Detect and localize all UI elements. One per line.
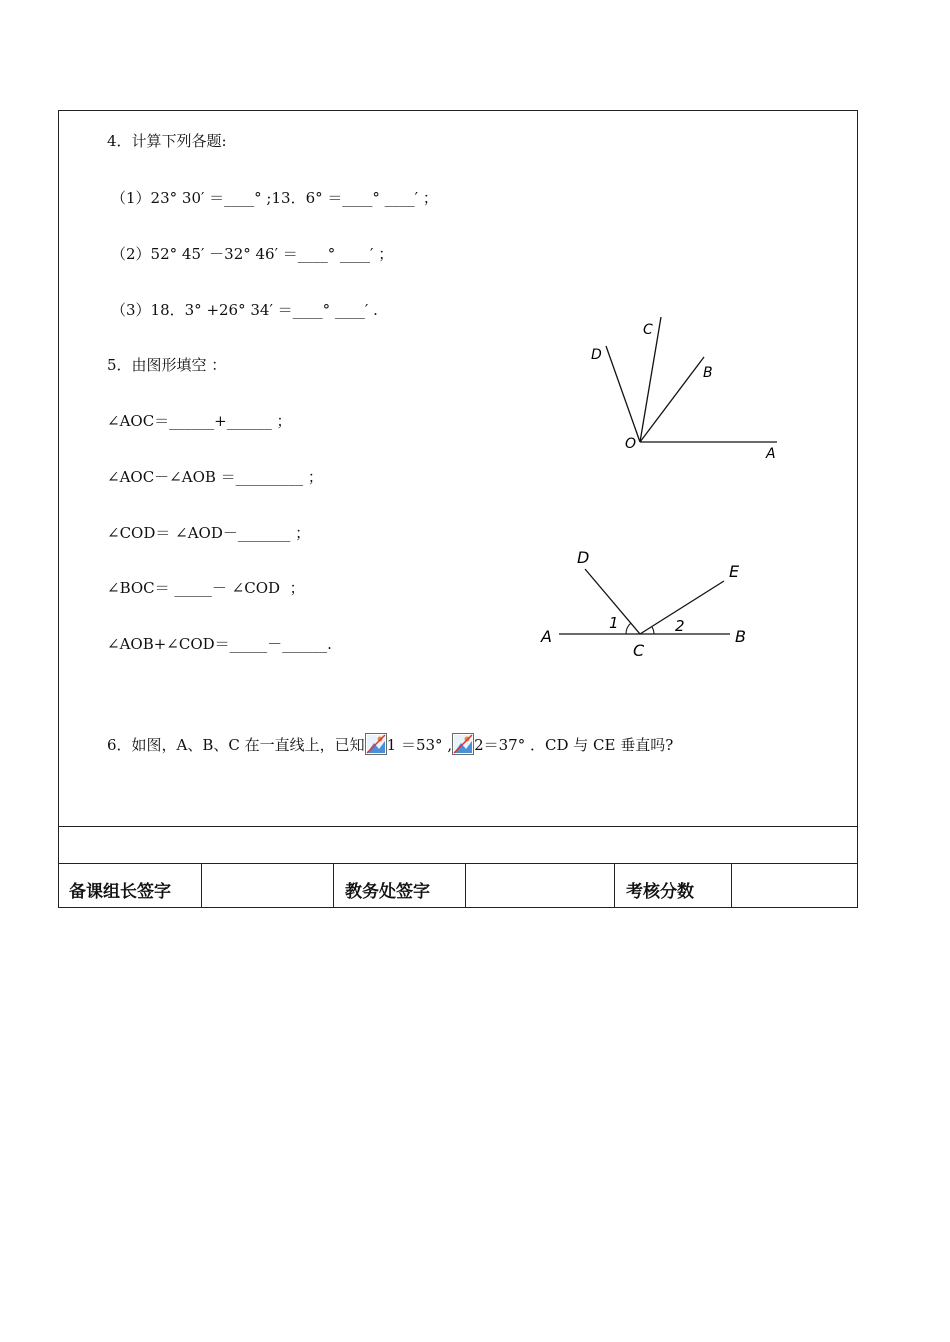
sign-label-group-leader: 备课组长签字: [69, 882, 171, 902]
label-angle-1: 1: [609, 614, 619, 632]
table-divider: [731, 863, 732, 908]
sign-label-academic-office: 教务处签字: [345, 882, 430, 902]
broken-image-icon: [452, 733, 474, 755]
divider: [59, 863, 857, 864]
table-divider: [201, 863, 202, 908]
ray-ob: [640, 357, 704, 442]
angle-1-arc: [626, 623, 631, 634]
q6-text: [107, 733, 673, 755]
angle-figure-1: [579, 311, 809, 471]
label-o: O: [625, 436, 637, 452]
q6-part2: 1 ＝53° ,: [386, 736, 453, 754]
q5-item-5: ∠AOB+∠COD＝_____－______.: [107, 635, 332, 653]
q4-item-2: （2）52° 45′ －32° 46′ ＝____° ____′ ；: [111, 245, 394, 263]
label-d: D: [577, 548, 590, 567]
divider: [59, 826, 857, 827]
ray-od: [606, 346, 640, 442]
label-a: A: [541, 627, 552, 646]
q5-item-2: ∠AOC－∠AOB ＝_________ ；: [107, 468, 323, 486]
label-a: A: [766, 446, 776, 462]
label-b: B: [735, 627, 746, 646]
worksheet-frame: [58, 110, 858, 908]
angle-2-arc: [652, 627, 654, 634]
label-c: C: [633, 641, 645, 660]
sign-label-score: 考核分数: [626, 882, 694, 902]
label-c: C: [643, 322, 653, 338]
label-e: E: [729, 562, 740, 581]
label-d: D: [591, 347, 602, 363]
table-divider: [465, 863, 466, 908]
q4-item-3: （3）18．3° +26° 34′ ＝____° ____′ .: [111, 301, 378, 319]
q6-part1: 6．如图，A、B、C 在一直线上，已知: [107, 736, 365, 754]
table-divider: [333, 863, 334, 908]
label-angle-2: 2: [675, 617, 685, 635]
table-divider: [614, 863, 615, 908]
q5-item-1: ∠AOC＝______+______ ；: [107, 412, 292, 430]
q4-item-1: （1）23° 30′ ＝____° ;13．6° ＝____° ____′ ；: [111, 189, 438, 207]
broken-image-icon: [365, 733, 387, 755]
angle-figure-2: [529, 541, 769, 666]
q5-title: 5．由图形填空 ：: [107, 356, 227, 374]
q6-part3: 2＝37° ．CD 与 CE 垂直吗?: [474, 736, 674, 754]
label-b: B: [703, 365, 713, 381]
q4-title: 4．计算下列各题:: [107, 132, 227, 150]
q5-item-4: ∠BOC＝ _____－ ∠COD ；: [107, 579, 305, 597]
q5-item-3: ∠COD＝ ∠AOD－_______ ；: [107, 524, 311, 542]
